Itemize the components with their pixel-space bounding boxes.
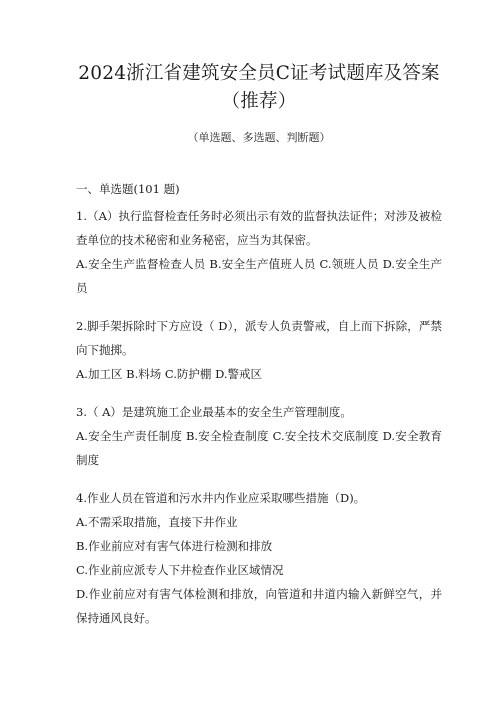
document-title bbox=[76, 60, 442, 116]
section-heading: 一、单选题(101 题) bbox=[76, 182, 180, 196]
question-stem: 1.（A）执行监督检查任务时必须出示有效的监督执法证件；对涉及被检查单位的技术秘密和业务秘密，应当为其保密。 bbox=[76, 209, 442, 247]
question-options: A.安全生产责任制度 B.安全检查制度 C.安全技术交底制度 D.安全教育制度 bbox=[76, 429, 442, 467]
question-options: A.加工区 B.料场 C.防护棚 D.警戒区 bbox=[76, 367, 263, 381]
question-option-d: D.作业前应对有害气体检测和排放，向管道和井道内输入新鲜空气，并保持通风良好。 bbox=[76, 587, 442, 625]
question-stem: 3.（ A）是建筑施工企业最基本的安全生产管理制度。 bbox=[76, 405, 352, 419]
question-stem: 2.脚手架拆除时下方应设（ D），派专人负责警戒，自上而下拆除，严禁向下抛掷。 bbox=[76, 319, 442, 357]
question-2 bbox=[76, 314, 442, 386]
question-stem: 4.作业人员在管道和污水井内作业应采取哪些措施（D)。 bbox=[76, 491, 366, 505]
question-options: A.安全生产监督检查人员 B.安全生产值班人员 C.领班人员 D.安全生产员 bbox=[76, 257, 442, 295]
document-subtitle: （单选题、多选题、判断题） bbox=[187, 131, 331, 144]
question-option-a: A.不需采取措施，直接下井作业 bbox=[76, 515, 238, 529]
question-4 bbox=[76, 486, 442, 630]
question-option-c: C.作业前应派专人下井检查作业区域情况 bbox=[76, 563, 284, 577]
title-line-1: 2024浙江省建筑安全员C证考试题库及答案 bbox=[78, 63, 440, 84]
title-line-2: （推荐） bbox=[221, 91, 297, 112]
question-1 bbox=[76, 204, 442, 300]
question-3 bbox=[76, 400, 442, 472]
question-option-b: B.作业前应对有害气体进行检测和排放 bbox=[76, 539, 273, 553]
